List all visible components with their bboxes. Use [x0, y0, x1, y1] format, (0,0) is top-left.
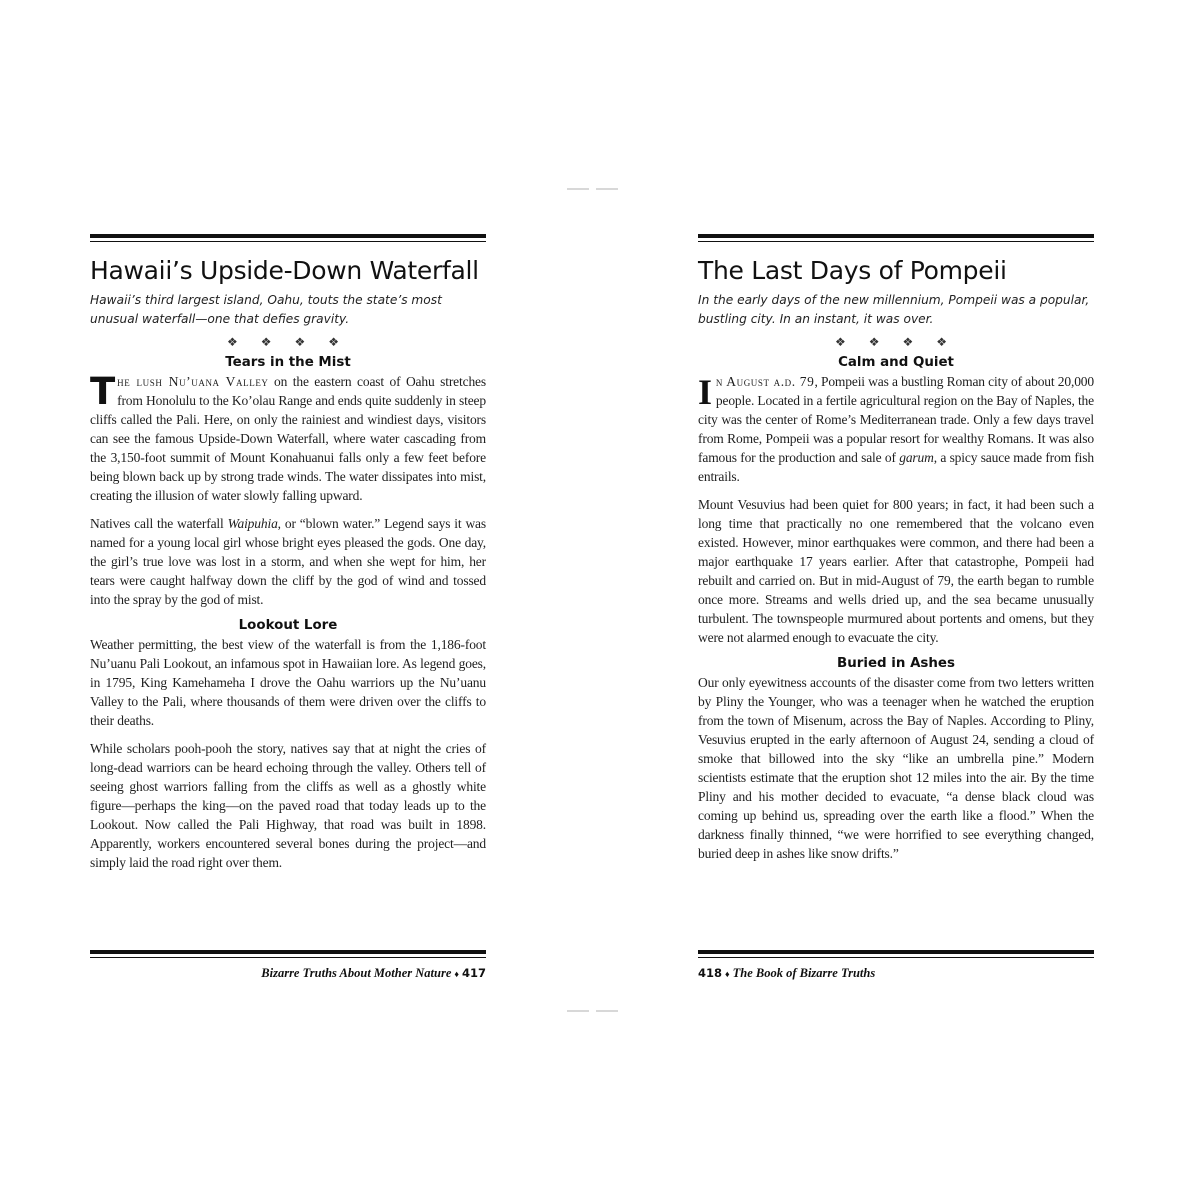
paragraph-text: on the eastern coast of Oahu stretches from Honolulu to the Ko’olau Range and ends quite suddenly in steep cliffs called the Pali. Here, on only the rainiest and windiest days, visitors can see the famous Upside-Down Waterfall, where water cascading from the 3,150-foot summit of Mount Konahuanui falls only a few feet before being blown back up by strong trade winds. The water dissipates into mist, creating the illusion of water slowly falling upward.: [90, 374, 486, 503]
body-paragraph: Mount Vesuvius had been quiet for 800 years; in fact, it had been such a long time that practically no one remembered that the volcano even existed. However, minor earthquakes were common, and there had been a major earthquake 17 years earlier. After that catastrophe, Pompeii had rebuilt and carried on. But in mid-August of 79, the earth began to rumble once more. Streams and wells dried up, and the sea became unusually turbulent. The townspeople murmured about portents and omens, but they were not alarmed enough to evacuate the city.: [698, 497, 1094, 645]
body-paragraph: [90, 514, 486, 609]
gutter-mark-top-right: [596, 188, 618, 190]
left-page: [90, 234, 486, 994]
header-rule: [90, 234, 486, 242]
paragraph-text: , a spicy sauce made from fish entrails.: [698, 450, 1094, 484]
body-paragraph: [698, 372, 1094, 486]
gutter-mark-bottom-left: [567, 1010, 589, 1012]
paragraph-text: , Pompeii was a bustling Roman city of about 20,000 people. Located in a fertile agricultural region on the Bay of Naples, the city was the center of Rome’s Mediterranean trade. Only a few days travel from Rome, Pompeii was a popular resort for wealthy Romans. It was also famous for the production and sale of: [698, 374, 1094, 465]
body-paragraph: While scholars pooh-pooh the story, natives say that at night the cries of long-dead warriors can be heard echoing through the valley. Others tell of seeing ghost warriors falling from the cliffs as well as a ghostly white figure—perhaps the king—on the paved road that today leads up to the Lookout. Now called the Pali Highway, that road was built in 1898. Apparently, workers encountered several bones during the project—and simply laid the road right over them.: [90, 741, 486, 870]
folio-separator: ♦: [454, 969, 459, 979]
lead-in-smallcaps: he lush Nu’uana Valley: [117, 374, 269, 389]
section-heading-lookout-lore: Lookout Lore: [238, 618, 338, 633]
paragraph-text: Natives call the waterfall: [90, 516, 228, 531]
article-title: Hawaii’s Upside-Down Waterfall: [90, 256, 479, 285]
section-heading-buried-in-ashes: Buried in Ashes: [837, 656, 955, 671]
drop-cap: I: [698, 372, 712, 412]
italic-term: garum: [899, 450, 934, 465]
page-number: 417: [461, 966, 486, 980]
page-number: 418: [698, 966, 723, 980]
article-dek: In the early days of the new millennium, Pompeii was a popular, bustling city. In an instant, it was over.: [698, 293, 1090, 326]
body-paragraph: Weather permitting, the best view of the waterfall is from the 1,186-foot Nu’uanu Pali Lookout, an infamous spot in Hawaiian lore. As legend goes, in 1795, King Kamehameha I drove the Oahu warriors up the Nu’uanu Valley to the Pali, where thousands of them were driven over the cliffs to their deaths.: [90, 637, 486, 728]
section-heading-calm-and-quiet: Calm and Quiet: [838, 355, 954, 370]
article-dek: Hawaii’s third largest island, Oahu, touts the state’s most unusual waterfall—one that defies gravity.: [90, 293, 442, 326]
body-paragraph: [90, 372, 486, 505]
running-footer: [698, 966, 1094, 981]
gutter-mark-bottom-right: [596, 1010, 618, 1012]
running-footer: [90, 966, 486, 981]
paragraph-text: , or “blown water.” Legend says it was named for a young local girl whose bright eyes pleased the gods. One day, the girl’s true love was lost in a storm, and when she wept for him, her tears were caught halfway down the cliff by the god of wind and tossed into the spray by the god of mist.: [90, 516, 486, 607]
gutter-mark-top-left: [567, 188, 589, 190]
ornament-divider: ❖ ❖ ❖ ❖: [834, 335, 958, 349]
section-heading-tears-in-the-mist: Tears in the Mist: [225, 355, 351, 370]
footer-rule: [90, 950, 486, 958]
folio-separator: ♦: [725, 969, 730, 979]
drop-cap: T: [90, 370, 116, 413]
article-title: The Last Days of Pompeii: [698, 256, 1007, 285]
footer-rule: [698, 950, 1094, 958]
italic-term: Waipuhia: [227, 516, 278, 531]
lead-in-smallcaps: n August a.d. 79: [715, 374, 815, 389]
ornament-divider: ❖ ❖ ❖ ❖: [226, 335, 350, 349]
body-paragraph: Our only eyewitness accounts of the disaster come from two letters written by Pliny the Younger, who was a teenager when he watched the eruption from the town of Misenum, across the Bay of Naples. According to Pliny, Vesuvius erupted in the early afternoon of August 24, sending a cloud of smoke that billowed into the sky “like an umbrella pine.” Modern scientists estimate that the eruption shot 12 miles into the air. By the time Pliny and his mother decided to evacuate, “a dense black cloud was coming up behind us, spreading over the earth like a flood.” When the darkness finally thinned, “we were horrified to see everything changed, buried deep in ashes like snow drifts.”: [698, 675, 1094, 861]
running-head-text: The Book of Bizarre Truths: [732, 966, 876, 980]
right-page: [698, 234, 1094, 994]
running-head-text: Bizarre Truths About Mother Nature: [261, 966, 452, 980]
header-rule: [698, 234, 1094, 242]
